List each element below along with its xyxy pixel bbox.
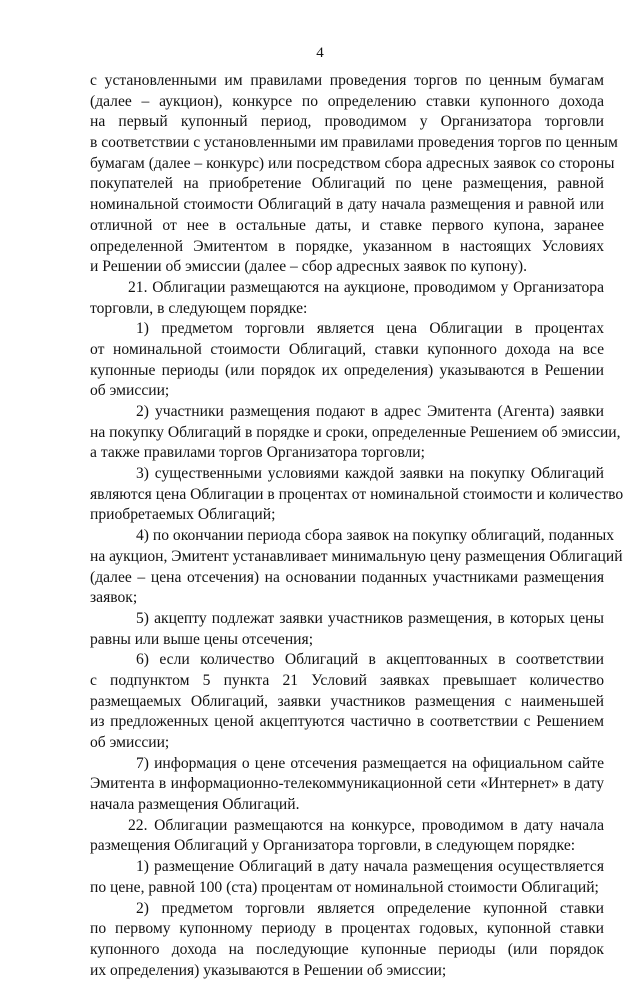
text-line: 2) участники размещения подают в адрес Эмитента (Агента) заявки — [136, 403, 604, 420]
text-line: начала размещения Облигаций. — [90, 796, 300, 814]
text-line: размещаемых Облигаций, заявки участников размещения с наименьшей — [90, 692, 604, 710]
text-line: по цене, равной 100 (ста) процентам от номинальной стоимости Облигаций; — [90, 878, 599, 896]
text-line: (далее – аукцион), конкурсе по определению ставки купонного дохода — [90, 92, 604, 110]
text-line: а также правилами торгов Организатора торговли; — [90, 444, 425, 462]
text-line: и Решении об эмиссии (далее – сбор адресных заявок по купону). — [90, 258, 528, 276]
text-line: 21. Облигации размещаются на аукционе, проводимом у Организатора — [128, 278, 604, 296]
text-line: с подпунктом 5 пункта 21 Условий заявках превышает количество — [90, 671, 604, 689]
text-line: бумагам (далее – конкурс) или посредством сбора адресных заявок со стороны — [90, 154, 615, 172]
text-line: купонные периоды (или порядок их определения) указываются в Решении — [90, 361, 604, 379]
text-line: отличной от нее в остальные даты, и ставке первого купона, заранее — [90, 216, 604, 234]
text-line: 3) существенными условиями каждой заявки на покупку Облигаций — [136, 465, 604, 483]
text-line: 2) предметом торговли является определение купонной ставки — [136, 899, 604, 917]
page-number: 4 — [316, 45, 324, 61]
text-line: номинальной стоимости Облигаций в дату начала размещения и равной или — [90, 196, 604, 214]
text-line: 5) акцепту подлежат заявки участников размещения, в которых цены — [136, 609, 604, 627]
text-line: 22. Облигации размещаются на конкурсе, проводимом в дату начала — [128, 816, 604, 834]
text-line: их определения) указываются в Решении об эмиссии; — [90, 961, 447, 979]
text-line: торговли, в следующем порядке: — [90, 299, 308, 317]
text-line: на аукцион, Эмитент устанавливает минимальную цену размещения Облигаций — [90, 547, 623, 565]
text-line: 7) информация о цене отсечения размещается на официальном сайте — [136, 754, 604, 772]
text-line: определенной Эмитентом в порядке, указанном в настоящих Условиях — [90, 237, 604, 255]
text-line: 1) предметом торговли является цена Облигации в процентах — [136, 320, 604, 338]
text-line: (далее – цена отсечения) на основании поданных участниками размещения — [90, 568, 604, 586]
text-line: об эмиссии; — [90, 734, 170, 751]
text-line: 4) по окончании периода сбора заявок на покупку облигаций, поданных — [136, 527, 615, 545]
body-text — [90, 71, 624, 981]
text-line: заявок; — [90, 589, 138, 607]
text-line: 1) размещение Облигаций в дату начала размещения осуществляется — [136, 858, 604, 876]
text-line: являются цена Облигации в процентах от номинальной стоимости и количество — [90, 485, 624, 503]
text-line: Эмитента в информационно-телекоммуникационной сети «Интернет» в дату — [90, 775, 604, 793]
text-line: с установленными им правилами проведения торгов по ценным бумагам — [90, 72, 604, 89]
text-line: по первому купонному периоду в процентах годовых, купонной ставки — [90, 920, 604, 938]
text-line: купонного дохода на последующие купонные периоды (или порядок — [90, 940, 604, 958]
text-line: из предложенных ценой акцептуются частично в соответствии с Решением — [90, 713, 604, 731]
text-line: покупателей на приобретение Облигаций по цене размещения, равной — [90, 175, 604, 193]
text-line: на первый купонный период, проводимом у Организатора торговли — [90, 113, 604, 131]
text-line: равны или выше цены отсечения; — [90, 630, 314, 648]
text-line: 6) если количество Облигаций в акцептованных в соответствии — [136, 651, 604, 669]
text-line: от номинальной стоимости Облигаций, ставки купонного дохода на все — [90, 340, 604, 358]
text-line: приобретаемых Облигаций; — [90, 506, 276, 524]
text-line: в соответствии с установленными им правилами проведения торгов по ценным — [90, 134, 618, 152]
text-line: на покупку Облигаций в порядке и сроки, определенные Решением об эмиссии, — [90, 423, 621, 441]
text-line: размещения Облигаций у Организатора торговли, в следующем порядке: — [90, 837, 576, 855]
text-line: об эмиссии; — [90, 382, 170, 400]
